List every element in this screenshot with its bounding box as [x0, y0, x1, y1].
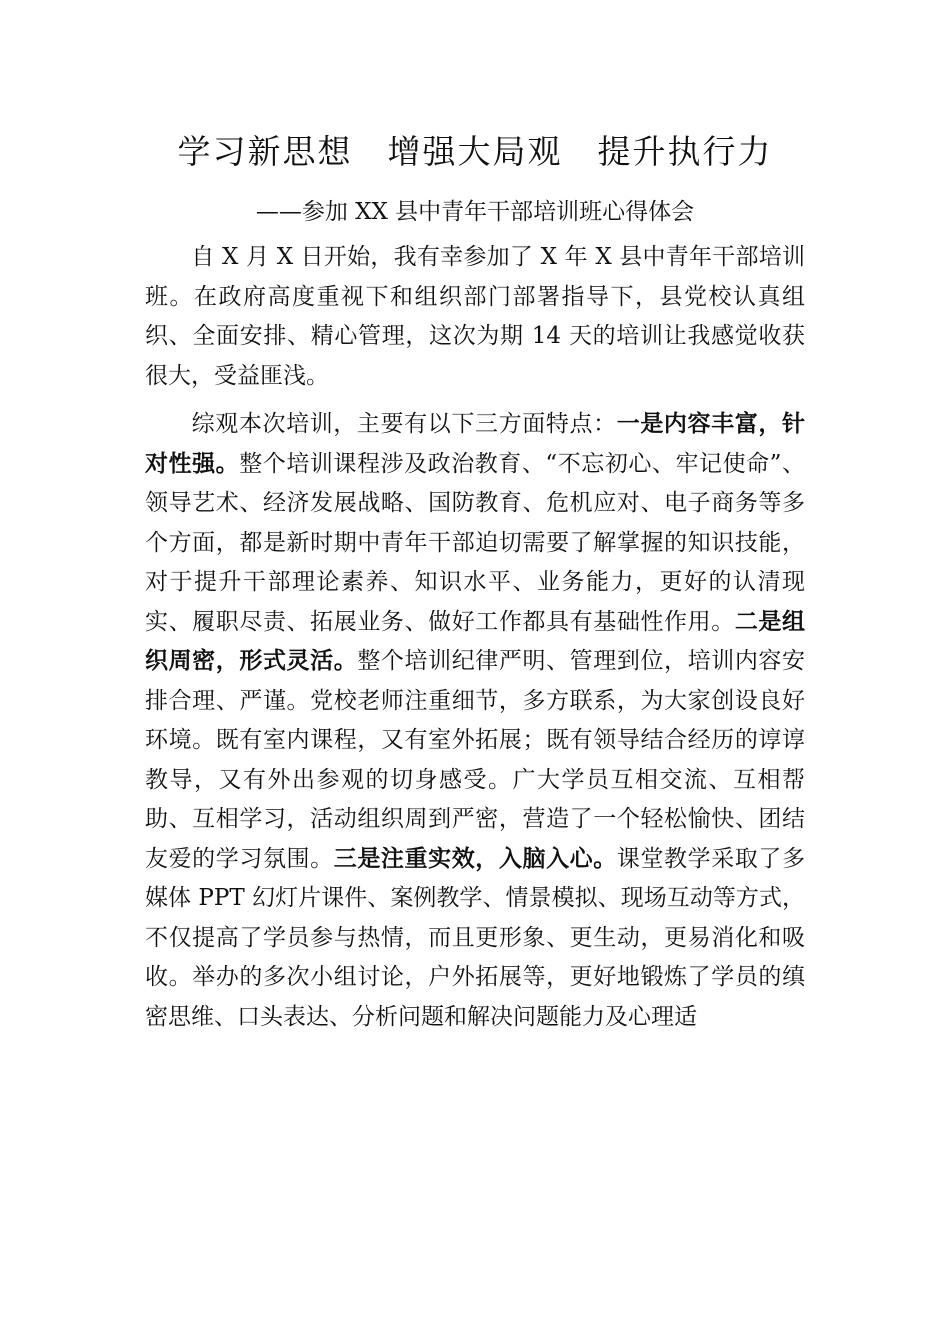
point1-heading: 一是内容丰富，针对性强。 — [145, 411, 806, 477]
document-subtitle: ——参加 XX 县中青年干部培训班心得体会 — [255, 199, 695, 225]
point3-heading: 三是注重实效，入脑入心。 — [333, 845, 617, 872]
point2-text: 整个培训纪律严明、管理到位，培训内容安排合理、严谨。党校老师注重细节，多方联系，为大家创设良好环境。既有室内课程，又有室外拓展；既有领导结合经历的谆谆教导，又有外出参观的切身感受。广大学员互相交流、互相帮助、互相学习，活动组织周到严密，营造了一个轻松愉快、团结友爱的学习氛围。 — [145, 648, 806, 872]
paragraph-features — [145, 405, 805, 1037]
document-title: 学习新思想 增强大局观 提升执行力 — [177, 132, 773, 171]
point2-heading: 二是组织周密，形式灵活。 — [145, 608, 806, 674]
point1-text: 整个培训课程涉及政治教育、“不忘初心、牢记使命”、领导艺术、经济发展战略、国防教育、危机应对、电子商务等多个方面，都是新时期中青年干部迫切需要了解掌握的知识技能，对于提升干部理论素养、知识水平、业务能力，更好的认清现实、履职尽责、拓展业务、做好工作都具有基础性作用。 — [145, 450, 805, 635]
paragraph-intro — [145, 238, 805, 396]
point3-text: 课堂教学采取了多媒体 PPT 幻灯片课件、案例教学、情景模拟、现场互动等方式，不仅提高了学员参与热情，而且更形象、更生动，更易消化和吸收。举办的多次小组讨论，户外拓展等，更好地锻炼了学员的缜密思维、口头表达、分析问题和解决问题能力及心理适 — [145, 845, 806, 1030]
features-intro: 综观本次培训，主要有以下三方面特点： — [191, 411, 617, 437]
paragraph-intro-text: 自 X 月 X 日开始，我有幸参加了 X 年 X 县中青年干部培训班。在政府高度重视下和组织部门部署指导下，县党校认真组织、全面安排、精心管理，这次为期 14 天的培训让我感觉收获很大，受益匪浅。 — [145, 244, 805, 389]
